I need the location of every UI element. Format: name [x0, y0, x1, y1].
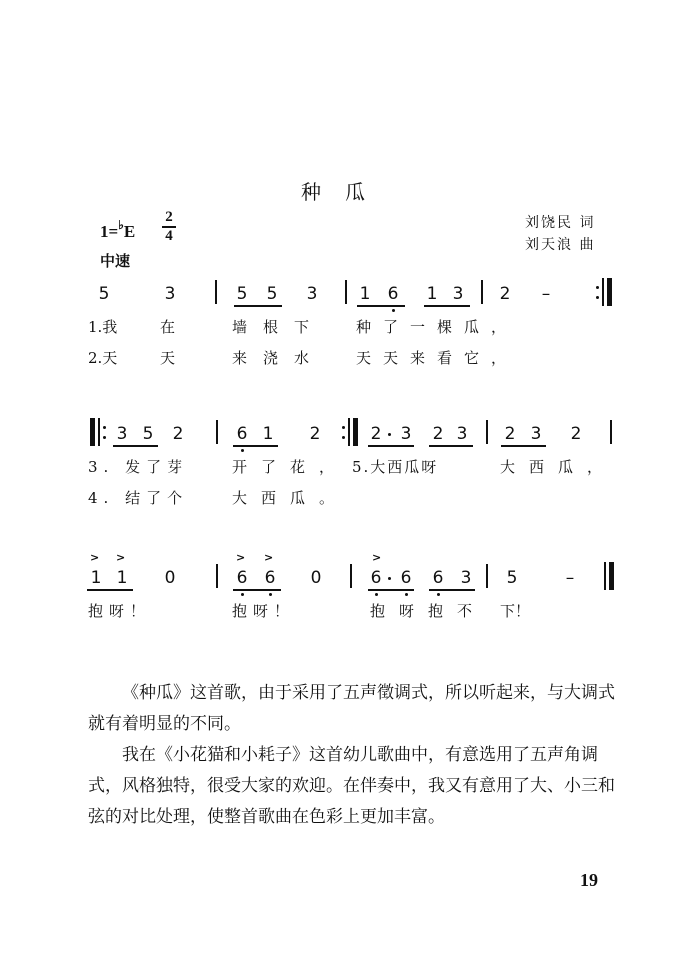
- lyric: 抱呀！: [88, 602, 152, 620]
- barline: [215, 280, 217, 304]
- repeat-dot: [596, 286, 599, 289]
- lyricist-credit: 刘饶民 词: [525, 215, 596, 231]
- underline-beam: [357, 305, 405, 307]
- repeat-dot: [596, 296, 599, 299]
- barline: [486, 420, 488, 444]
- page-number: 19: [580, 870, 598, 890]
- note: –: [541, 284, 551, 304]
- lyric: 开了花，: [232, 458, 349, 476]
- lyric: 来浇水: [232, 349, 326, 367]
- underline-beam: [501, 445, 546, 447]
- barline: [481, 280, 483, 304]
- low-octave-dot: [437, 593, 440, 596]
- note: 2: [172, 424, 184, 444]
- key-signature: 1=♭E: [100, 218, 136, 241]
- barline: [486, 564, 488, 588]
- note: 5: [506, 568, 518, 588]
- tempo-marking: 中速: [100, 252, 131, 270]
- note: 6: [432, 568, 444, 588]
- accent-mark: >: [264, 551, 274, 564]
- repeat-end-bar: [353, 418, 358, 446]
- underline-beam: [368, 445, 414, 447]
- note: 0: [164, 568, 176, 588]
- note: 2: [370, 424, 382, 444]
- underline-beam: [87, 589, 133, 591]
- lyric: 大西瓜。: [232, 489, 349, 507]
- low-octave-dot: [405, 593, 408, 596]
- time-signature: 2 4: [162, 210, 176, 244]
- lyric: 种了一棵瓜，: [356, 318, 519, 336]
- note: 2: [309, 424, 321, 444]
- note: 3: [460, 568, 472, 588]
- lyric: 5.大西瓜呀: [352, 458, 439, 476]
- underline-beam: [233, 589, 281, 591]
- composer-credit: 刘天浪 曲: [525, 237, 596, 253]
- barline: [348, 418, 350, 446]
- lyric: 抱呀！: [232, 602, 296, 620]
- low-octave-dot: [375, 593, 378, 596]
- note: –: [565, 568, 575, 588]
- note: 1: [116, 568, 128, 588]
- note: 6: [387, 284, 399, 304]
- note: 3: [400, 424, 412, 444]
- barline: [98, 418, 100, 446]
- note: 5: [266, 284, 278, 304]
- underline-beam: [113, 445, 158, 447]
- repeat-dot: [342, 426, 345, 429]
- note: 1: [426, 284, 438, 304]
- augmentation-dot: [388, 577, 391, 580]
- note: 2: [432, 424, 444, 444]
- accent-mark: >: [236, 551, 246, 564]
- note: 5: [98, 284, 110, 304]
- augmentation-dot: [388, 433, 391, 436]
- barline: [604, 562, 606, 590]
- note: 3: [164, 284, 176, 304]
- underline-beam: [368, 589, 414, 591]
- underline-beam: [429, 445, 473, 447]
- repeat-start-bar: [90, 418, 95, 446]
- final-bar: [609, 562, 614, 590]
- note: 2: [499, 284, 511, 304]
- note: 2: [504, 424, 516, 444]
- low-octave-dot: [392, 309, 395, 312]
- lyric: 下！: [500, 602, 531, 620]
- barline: [602, 278, 604, 306]
- lyric: 天: [160, 349, 176, 367]
- note: 6: [236, 568, 248, 588]
- barline: [610, 420, 612, 444]
- repeat-end-bar: [607, 278, 612, 306]
- accent-mark: >: [372, 551, 382, 564]
- underline-beam: [424, 305, 470, 307]
- note: 0: [310, 568, 322, 588]
- repeat-dot: [103, 436, 106, 439]
- lyric: 4. 结了个: [88, 489, 189, 507]
- lyric: 天天来看它，: [356, 349, 519, 367]
- note: 5: [236, 284, 248, 304]
- repeat-dot: [103, 426, 106, 429]
- accent-mark: >: [90, 551, 100, 564]
- repeat-dot: [342, 436, 345, 439]
- note: 3: [452, 284, 464, 304]
- underline-beam: [429, 589, 475, 591]
- barline: [216, 420, 218, 444]
- lyric: 2.天: [88, 349, 118, 367]
- note: 3: [306, 284, 318, 304]
- note: 1: [359, 284, 371, 304]
- note: 6: [264, 568, 276, 588]
- note: 3: [456, 424, 468, 444]
- underline-beam: [234, 305, 282, 307]
- note: 6: [400, 568, 412, 588]
- lyric: 大西瓜，: [500, 458, 617, 476]
- note: 1: [262, 424, 274, 444]
- lyric: 在: [160, 318, 176, 336]
- note: 3: [116, 424, 128, 444]
- lyric: 墙根下: [232, 318, 326, 336]
- note: 6: [236, 424, 248, 444]
- barline: [350, 564, 352, 588]
- note: 1: [90, 568, 102, 588]
- barline: [345, 280, 347, 304]
- lyric: 3. 发了芽: [88, 458, 189, 476]
- lyric: 抱呀抱不: [370, 602, 487, 620]
- body-paragraph-2: 我在《小花猫和小耗子》这首幼儿歌曲中，有意选用了五声角调式，风格独特，很受大家的欢迎。在伴奏中，我又有意用了大、小三和弦的对比处理，使整首歌曲在色彩上更加丰富。: [88, 745, 615, 827]
- body-paragraph-1: 《种瓜》这首歌，由于采用了五声徵调式，所以听起来，与大调式就有着明显的不同。: [88, 683, 615, 734]
- note: 5: [142, 424, 154, 444]
- low-octave-dot: [241, 593, 244, 596]
- note: 2: [570, 424, 582, 444]
- low-octave-dot: [269, 593, 272, 596]
- lyric: 1.我: [88, 318, 118, 336]
- accent-mark: >: [116, 551, 126, 564]
- note: 6: [370, 568, 382, 588]
- barline: [216, 564, 218, 588]
- low-octave-dot: [241, 449, 244, 452]
- song-title: 种瓜: [301, 180, 389, 204]
- note: 3: [530, 424, 542, 444]
- underline-beam: [233, 445, 278, 447]
